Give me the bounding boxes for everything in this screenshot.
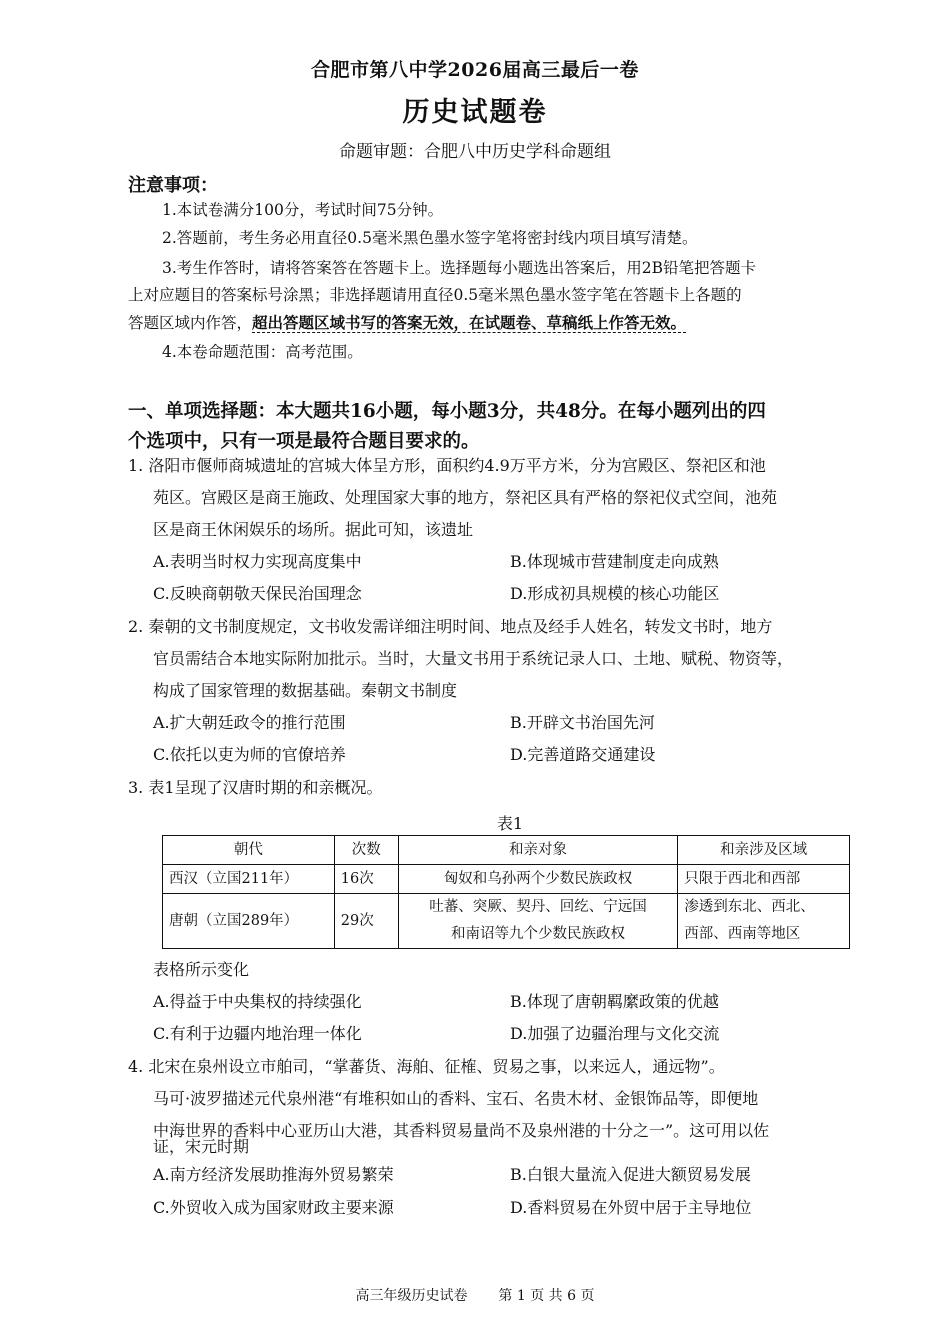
cell-target-line-1: 吐蕃、突厥、契丹、回纥、宁远国 [429,899,647,915]
footer-label: 高三年级历史试卷 [355,1288,468,1304]
table-row [163,894,850,949]
note-item-3-line-3 [128,313,686,333]
table-header-count: 次数 [334,836,398,865]
note-item-3-line-1: 3.考生作答时，请将答案答在答题卡上。选择题每小题选出答案后，用2B铅笔把答题卡 [162,259,757,277]
q4-option-c: C.外贸收入成为国家财政主要来源 [153,1198,394,1217]
q4-line-4-label: 证，宋元时期 [153,1137,250,1156]
table-row [163,865,850,894]
q1-line-3: 区是商王休闲娱乐的场所。据此可知，该遗址 [153,520,474,539]
section-heading [128,397,766,457]
cell-count: 16次 [334,865,398,894]
notes-heading: 注意事项： [128,175,218,196]
q4-line-3: 中海世界的香料中心亚历山大港，其香料贸易量尚不及泉州港的十分之一”。这可用以佐 [153,1121,770,1140]
note-item-1: 1.本试卷满分100分，考试时间75分钟。 [162,201,444,219]
section-heading-line-1: 一、单项选择题：本大题共16小题，每小题3分，共48分。在每小题列出的四 [128,401,766,422]
q3-line-1: 3. 表1呈现了汉唐时期的和亲概况。 [128,778,383,797]
note-item-3-plain: 答题区域内作答， [128,314,253,332]
cell-target [398,894,678,949]
q2-option-d: D.完善道路交通建设 [510,745,656,764]
q2-option-b: B.开辟文书治国先河 [510,713,655,732]
note-item-4: 4.本卷命题范围：高考范围。 [162,343,363,361]
note-item-3-emphasis: 超出答题区域书写的答案无效，在试题卷、草稿纸上作答无效。 [252,313,687,332]
author-line: 命题审题：合肥八中历史学科命题组 [339,142,611,162]
q2-option-c: C.依托以吏为师的官僚培养 [153,745,346,764]
page-title: 历史试题卷 [402,97,548,128]
q3-option-d: D.加强了边疆治理与文化交流 [510,1024,720,1043]
q4-line-1: 4. 北宋在泉州设立市舶司，“掌蕃货、海舶、征榷、贸易之事，以来远人，通远物”。 [128,1057,725,1076]
q3-option-b: B.体现了唐朝羁縻政策的优越 [510,992,719,1011]
cell-region: 只限于西北和西部 [678,865,850,894]
q1-option-b: B.体现城市营建制度走向成熟 [510,552,719,571]
q4-option-d: D.香料贸易在外贸中居于主导地位 [510,1198,752,1217]
heqin-table [162,835,850,949]
section-heading-line-2: 个选项中，只有一项是最符合题目要求的。 [128,431,480,452]
q2-line-1: 2. 秦朝的文书制度规定，文书收发需详细注明时间、地点及经手人姓名，转发文书时，地方 [128,617,773,636]
cell-region-line-2: 西部、西南等地区 [684,926,801,942]
table-header-dynasty: 朝代 [163,836,335,865]
note-item-2: 2.答题前，考生务必用直径0.5毫米黑色墨水签字笔将密封线内项目填写清楚。 [162,229,698,247]
q2-option-a: A.扩大朝廷政令的推行范围 [153,713,346,732]
q1-option-d: D.形成初具规模的核心功能区 [510,584,720,603]
q1-line-1: 1. 洛阳市偃师商城遗址的宫城大体呈方形，面积约4.9万平方米，分为宫殿区、祭祀区和池 [128,456,766,475]
table-header-target: 和亲对象 [398,836,678,865]
page-footer [0,1285,950,1305]
cell-count: 29次 [334,894,398,949]
cell-dynasty: 唐朝（立国289年） [163,894,335,949]
q4-option-a: A.南方经济发展助推海外贸易繁荣 [153,1165,394,1184]
table-header-region: 和亲涉及区域 [678,836,850,865]
cell-region [678,894,850,949]
q4-option-b: B.白银大量流入促进大额贸易发展 [510,1165,751,1184]
q2-line-3: 构成了国家管理的数据基础。秦朝文书制度 [153,681,458,700]
cell-target-line-2: 和南诏等九个少数民族政权 [450,926,625,942]
q4-line-2: 马可·波罗描述元代泉州港“有堆积如山的香料、宝石、名贵木材、金银饰品等，即便地 [153,1089,759,1108]
cell-dynasty: 西汉（立国211年） [163,865,335,894]
q3-option-a: A.得益于中央集权的持续强化 [153,992,362,1011]
q1-line-2: 苑区。宫殿区是商王施政、处理国家大事的地方，祭祀区具有严格的祭祀仪式空间，池苑 [153,488,778,507]
cell-region-line-1: 渗透到东北、西北、 [684,899,815,915]
cell-target: 匈奴和乌孙两个少数民族政权 [398,865,678,894]
q3-stem: 表格所示变化 [153,960,250,979]
q3-option-c: C.有利于边疆内地治理一体化 [153,1024,362,1043]
page-number: 第 1 页 共 6 页 [498,1288,595,1304]
table-header-row [163,836,850,865]
q1-option-a: A.表明当时权力实现高度集中 [153,552,362,571]
school-exam-title: 合肥市第八中学2026届高三最后一卷 [311,59,639,81]
q1-option-c: C.反映商朝敬天保民治国理念 [153,584,362,603]
table-caption: 表1 [496,814,524,833]
q2-line-2: 官员需结合本地实际附加批示。当时，大量文书用于系统记录人口、土地、赋税、物资等， [153,649,794,668]
note-item-3-line-2: 上对应题目的答案标号涂黑；非选择题请用直径0.5毫米黑色墨水签字笔在答题卡上各题的 [128,286,742,304]
